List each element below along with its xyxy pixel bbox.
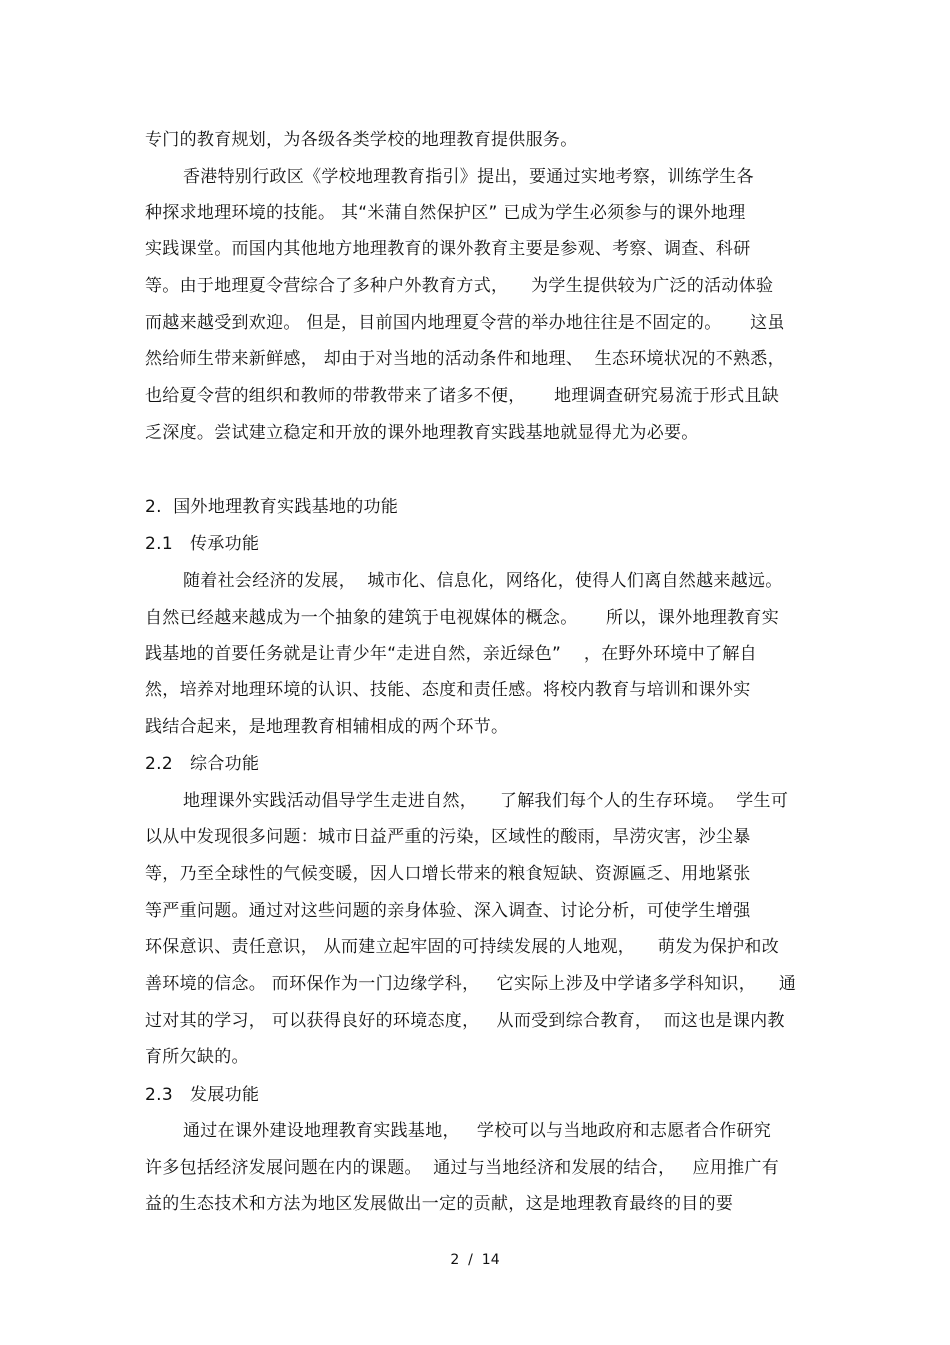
section-2-2-line: 等，乃至全球性的气候变暖，因人口增长带来的粮食短缺、资源匾乏、用地紧张 bbox=[145, 864, 751, 884]
section-2-2-line: 善环境的信念。 而环保作为一门边缘学科， 它实际上涉及中学诸多学科知识， 通 bbox=[145, 974, 797, 994]
section-2-3-line: 益的生态技术和方法为地区发展做出一定的贡献，这是地理教育最终的目的要 bbox=[145, 1194, 734, 1214]
section-2-2-line: 以从中发现很多问题：城市日益严重的污染，区域性的酸雨，旱涝灾害，沙尘暴 bbox=[145, 827, 751, 847]
paragraph-2-line: 乏深度。尝试建立稳定和开放的课外地理教育实践基地就显得尤为必要。 bbox=[145, 423, 699, 443]
paragraph-2-line: 香港特别行政区《学校地理教育指引》提出，要通过实地考察，训练学生各 bbox=[183, 167, 754, 187]
section-2-2-line: 环保意识、责任意识， 从而建立起牢固的可持续发展的人地观， 萌发为保护和改 bbox=[145, 937, 780, 957]
section-2-2-line: 育所欠缺的。 bbox=[145, 1047, 249, 1067]
paragraph-2-line: 也给夏令营的组织和教师的带教带来了诸多不便， 地理调查研究易流于形式且缺 bbox=[145, 386, 780, 406]
section-2-2-line: 过对其的学习， 可以获得良好的环境态度， 从而受到综合教育， 而这也是课内教 bbox=[145, 1011, 785, 1031]
section-2-2-line: 地理课外实践活动倡导学生走进自然， 了解我们每个人的生存环境。 学生可 bbox=[183, 791, 789, 811]
section-2-2-line: 等严重问题。通过对这些问题的亲身体验、深入调查、讨论分析，可使学生增强 bbox=[145, 901, 751, 921]
section-2-1-line: 随着社会经济的发展， 城市化、信息化，网络化，使得人们离自然越来越远。 bbox=[183, 571, 783, 591]
paragraph-2-line: 而越来越受到欢迎。 但是，目前国内地理夏令营的举办地往往是不固定的。 这虽 bbox=[145, 313, 785, 333]
section-2-1-line: 践结合起来，是地理教育相辅相成的两个环节。 bbox=[145, 717, 509, 737]
section-2-3-line: 通过在课外建设地理教育实践基地， 学校可以与当地政府和志愿者合作研究 bbox=[183, 1121, 772, 1141]
subsection-heading: 2.1 传承功能 bbox=[145, 534, 260, 554]
page-number: 2 / 14 bbox=[450, 1252, 500, 1268]
subsection-heading: 2.3 发展功能 bbox=[145, 1085, 260, 1105]
section-heading: 2. 国外地理教育实践基地的功能 bbox=[145, 497, 399, 517]
section-2-3-line: 许多包括经济发展问题在内的课题。 通过与当地经济和发展的结合， 应用推广有 bbox=[145, 1158, 780, 1178]
paragraph-2-line: 实践课堂。而国内其他地方地理教育的课外教育主要是参观、考察、调查、科研 bbox=[145, 239, 751, 259]
section-2-1-line: 践基地的首要任务就是让青少年“走进自然，亲近绿色” ，在野外环境中了解自 bbox=[145, 644, 757, 664]
subsection-heading: 2.2 综合功能 bbox=[145, 754, 260, 774]
section-2-1-line: 然，培养对地理环境的认识、技能、态度和责任感。将校内教育与培训和课外实 bbox=[145, 680, 751, 700]
paragraph-2-line: 等。由于地理夏令营综合了多种户外教育方式， 为学生提供较为广泛的活动体验 bbox=[145, 276, 774, 296]
section-2-1-line: 自然已经越来越成为一个抽象的建筑于电视媒体的概念。 所以，课外地理教育实 bbox=[145, 608, 780, 628]
paragraph-1-line: 专门的教育规划，为各级各类学校的地理教育提供服务。 bbox=[145, 130, 578, 150]
paragraph-2-line: 种探求地理环境的技能。 其“米蒲自然保护区” 已成为学生必须参与的课外地理 bbox=[145, 203, 746, 223]
paragraph-2-line: 然给师生带来新鲜感， 却由于对当地的活动条件和地理、 生态环境状况的不熟悉， bbox=[145, 349, 785, 369]
